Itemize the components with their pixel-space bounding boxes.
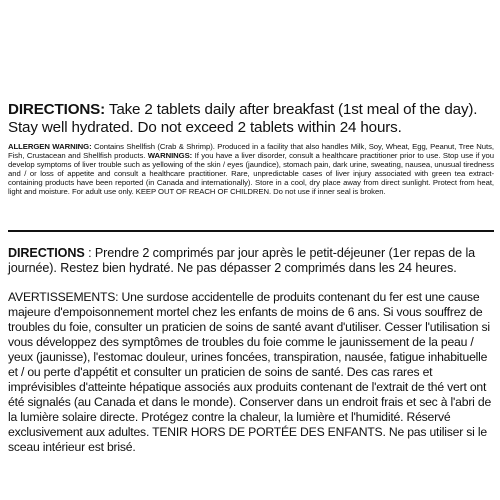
french-warnings [8, 290, 494, 455]
french-directions [8, 246, 494, 276]
warnings-heading: WARNINGS: [147, 150, 193, 160]
directions-heading: DIRECTIONS: [8, 101, 106, 118]
french-warnings-text: AVERTISSEMENTS: Une surdose accidentelle de produits contenant du fer est une cause majeure d'empoisonnement mortel chez les enfants de moins de 6 ans. Si vous souffrez de troubles du foie, consulter un praticien de soins de santé avant d'utiliser. Cesser l'utilisation si vous développez des symptômes de troubles du foie comme le jaunissement de la peau / yeux (jaunisse), l'estomac douleur, urines foncées, transpiration, nausée, fatigue inhabituelle et / ou perte d'appétit et consulter un praticien de soins de santé. Des cas rares et imprévisibles d'atteinte hépatique associés aux produits contenant de l'extrait de thé vert ont été signalés (au Canada et dans le monde). Conserver dans un endroit frais et sec à l'abri de la lumière solaire directe. Protégez contre la chaleur, la lumière et l'humidité. Réservé exclusivement aux adultes. TENIR HORS DE PORTÉE DES ENFANTS. Ne pas utiliser si le sceau intérieur est brisé. [8, 290, 492, 454]
english-directions [8, 101, 494, 137]
french-directions-text: : Prendre 2 comprimés par jour après le petit-déjeuner (1er repas de la journée). Restez bien hydraté. Ne pas dépasser 2 comprimés dans les 24 heures. [8, 246, 476, 275]
allergen-text: Contains Shellfish (Crab & Shrimp). Produced in a facility that also handles Milk, Soy, Wheat, Egg, Peanut, Tree Nuts, Fish, Crustacean and Shellfish products. [8, 142, 495, 160]
warnings-text: If you have a liver disorder, consult a healthcare practitioner prior to use. Stop use if you develop symptoms of liver trouble such as yellowing of the skin / eyes (jaundice), stomach pain, dark urine, sweating, nausea, unusual tiredness and / or loss of appetite and consult a healthcare practitioner. Rare, unpredictable cases of liver injury associated with green tea extract-containing products have been reported (in Canada and internationally). Store in a cool, dry place away from direct sunlight. Protect from heat, light and moisture. For adult use only. KEEP OUT OF REACH OF CHILDREN. Do not use if inner seal is broken. [8, 150, 494, 196]
english-warnings [8, 143, 494, 196]
directions-text: Take 2 tablets daily after breakfast (1st meal of the day). Stay well hydrated. Do not exceed 2 tablets within 24 hours. [8, 101, 478, 136]
section-divider [8, 230, 494, 232]
allergen-heading: ALLERGEN WARNING: [8, 142, 92, 151]
french-directions-heading: DIRECTIONS [8, 246, 85, 260]
